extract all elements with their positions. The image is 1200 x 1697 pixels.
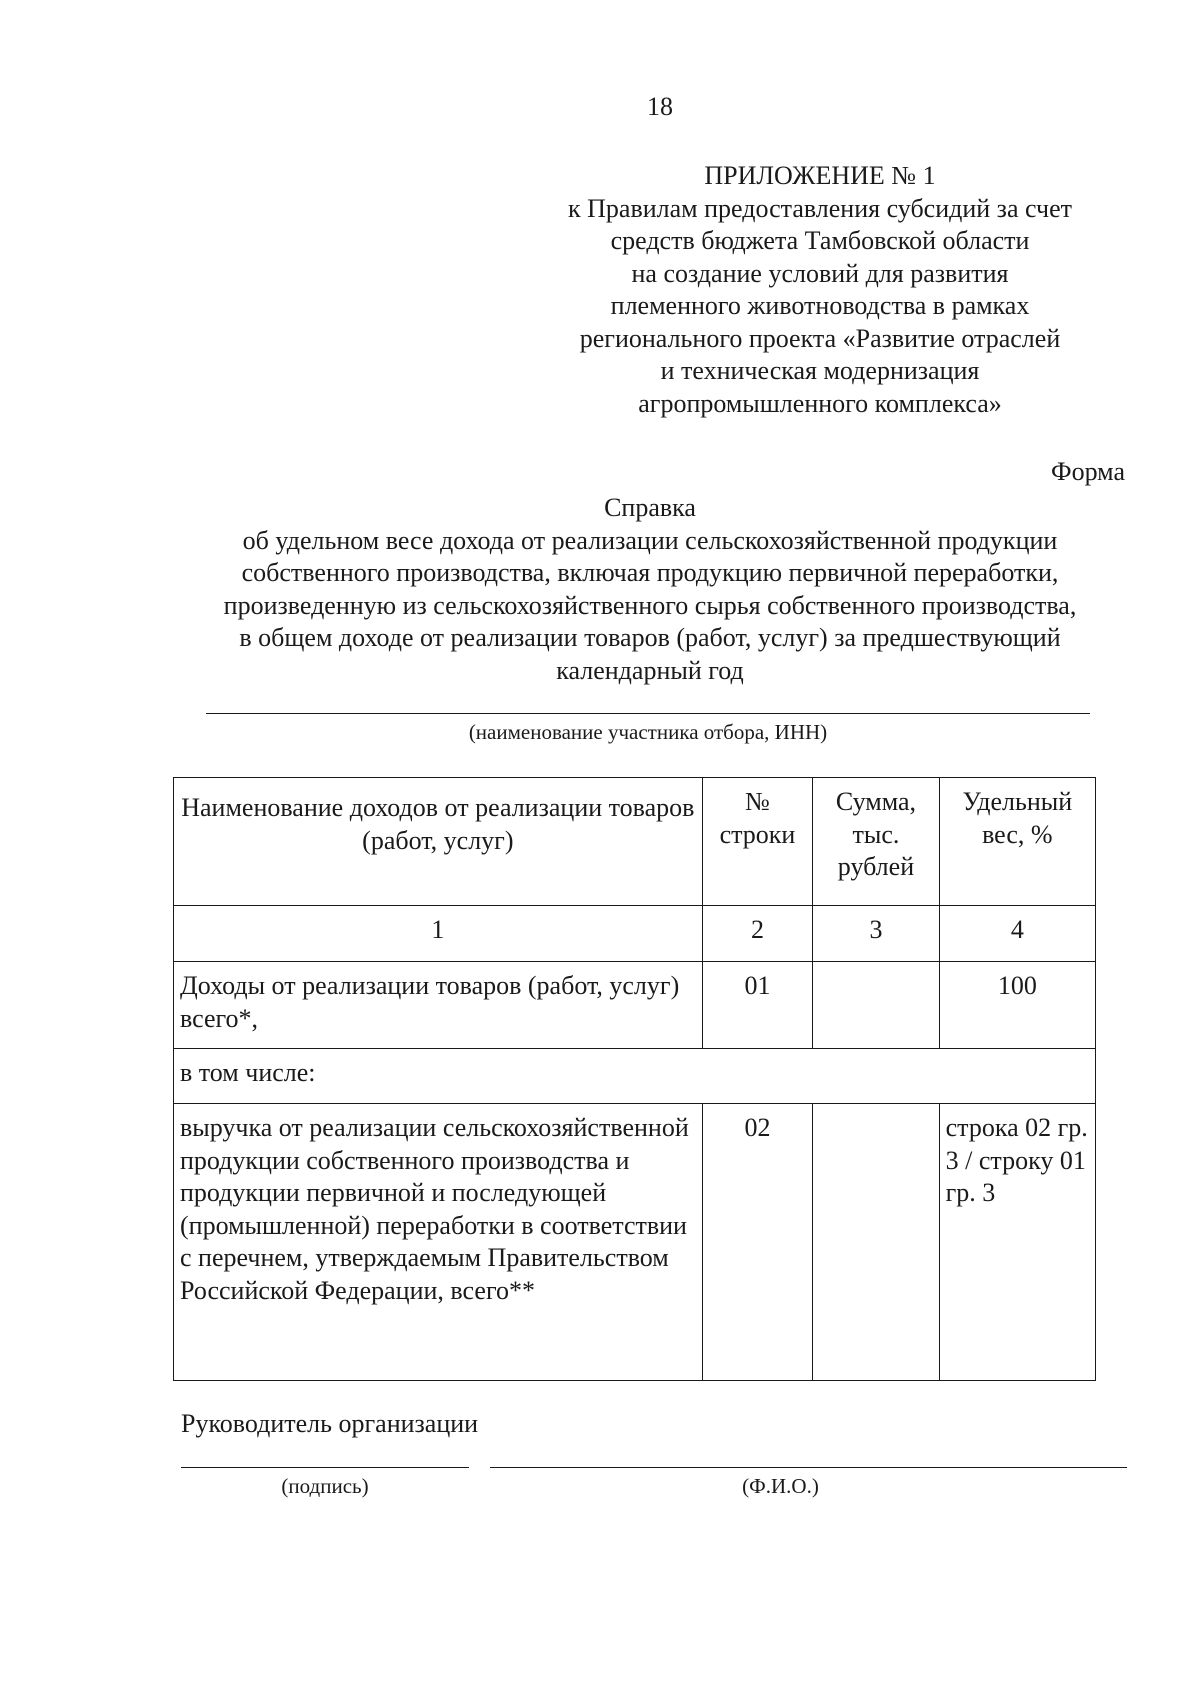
appendix-line: на создание условий для развития	[631, 258, 1009, 288]
including-subheader: в том числе:	[174, 1049, 1096, 1104]
title-line: календарный год	[556, 655, 744, 685]
appendix-line: ПРИЛОЖЕНИЕ № 1	[704, 161, 936, 190]
full-name-caption: (Ф.И.О.)	[742, 1474, 819, 1498]
row-02-line-number: 02	[702, 1104, 813, 1381]
appendix-line: к Правилам предоставления субсидий за счет	[568, 193, 1072, 223]
header-line-number: № строки	[702, 778, 813, 906]
column-number-row	[174, 906, 1096, 962]
signature-line	[181, 1467, 469, 1468]
full-name-line	[490, 1467, 1127, 1468]
row-02-sum	[813, 1104, 939, 1381]
row-01-sum	[813, 962, 939, 1049]
appendix-line: племенного животноводства в рамках	[610, 291, 1030, 320]
row-02-name: выручка от реализации сельскохозяйственной продукции собственного производства и продукции первичной и последующей (промышленной) переработки в соответствии с перечнем, утверждаемым Правительством Российской Федерации, всего**	[174, 1104, 703, 1381]
row-01-line-number: 01	[702, 962, 813, 1049]
table-row	[174, 962, 1096, 1049]
header-income-name: Наименование доходов от реализации товаров (работ, услуг)	[174, 778, 703, 906]
signature-caption: (подпись)	[281, 1474, 369, 1498]
column-number: 2	[702, 906, 813, 962]
appendix-block	[520, 160, 1120, 420]
participant-name-line	[206, 713, 1090, 714]
column-number: 1	[174, 906, 703, 962]
title-line: собственного производства, включая продукцию первичной переработки,	[241, 558, 1059, 587]
title-line: об удельном весе дохода от реализации сельскохозяйственной продукции	[242, 525, 1058, 555]
participant-caption: (наименование участника отбора, ИНН)	[468, 720, 828, 744]
document-title	[170, 492, 1130, 687]
income-table	[173, 777, 1096, 1381]
title-heading: Справка	[604, 493, 696, 522]
column-number: 4	[939, 906, 1095, 962]
appendix-line: и техническая модернизация	[660, 356, 980, 385]
head-of-organization-label: Руководитель организации	[181, 1409, 479, 1438]
form-label: Форма	[1051, 457, 1125, 486]
table-header-row	[174, 778, 1096, 906]
column-number: 3	[813, 906, 939, 962]
row-02-share: строка 02 гр. 3 / строку 01 гр. 3	[939, 1104, 1095, 1381]
appendix-line: регионального проекта «Развитие отраслей	[579, 323, 1061, 353]
row-01-name: Доходы от реализации товаров (работ, услуг) всего*,	[174, 962, 703, 1049]
header-sum: Сумма, тыс. рублей	[813, 778, 939, 906]
appendix-line: агропромышленного комплекса»	[638, 388, 1002, 418]
title-line: в общем доходе от реализации товаров (работ, услуг) за предшествующий	[239, 623, 1061, 652]
page-number: 18	[647, 92, 673, 121]
title-line: произведенную из сельскохозяйственного сырья собственного производства,	[223, 590, 1077, 620]
appendix-line: средств бюджета Тамбовской области	[610, 226, 1030, 255]
table-row	[174, 1049, 1096, 1104]
header-share: Удельный вес, %	[939, 778, 1095, 906]
row-01-share: 100	[939, 962, 1095, 1049]
table-row	[174, 1104, 1096, 1381]
